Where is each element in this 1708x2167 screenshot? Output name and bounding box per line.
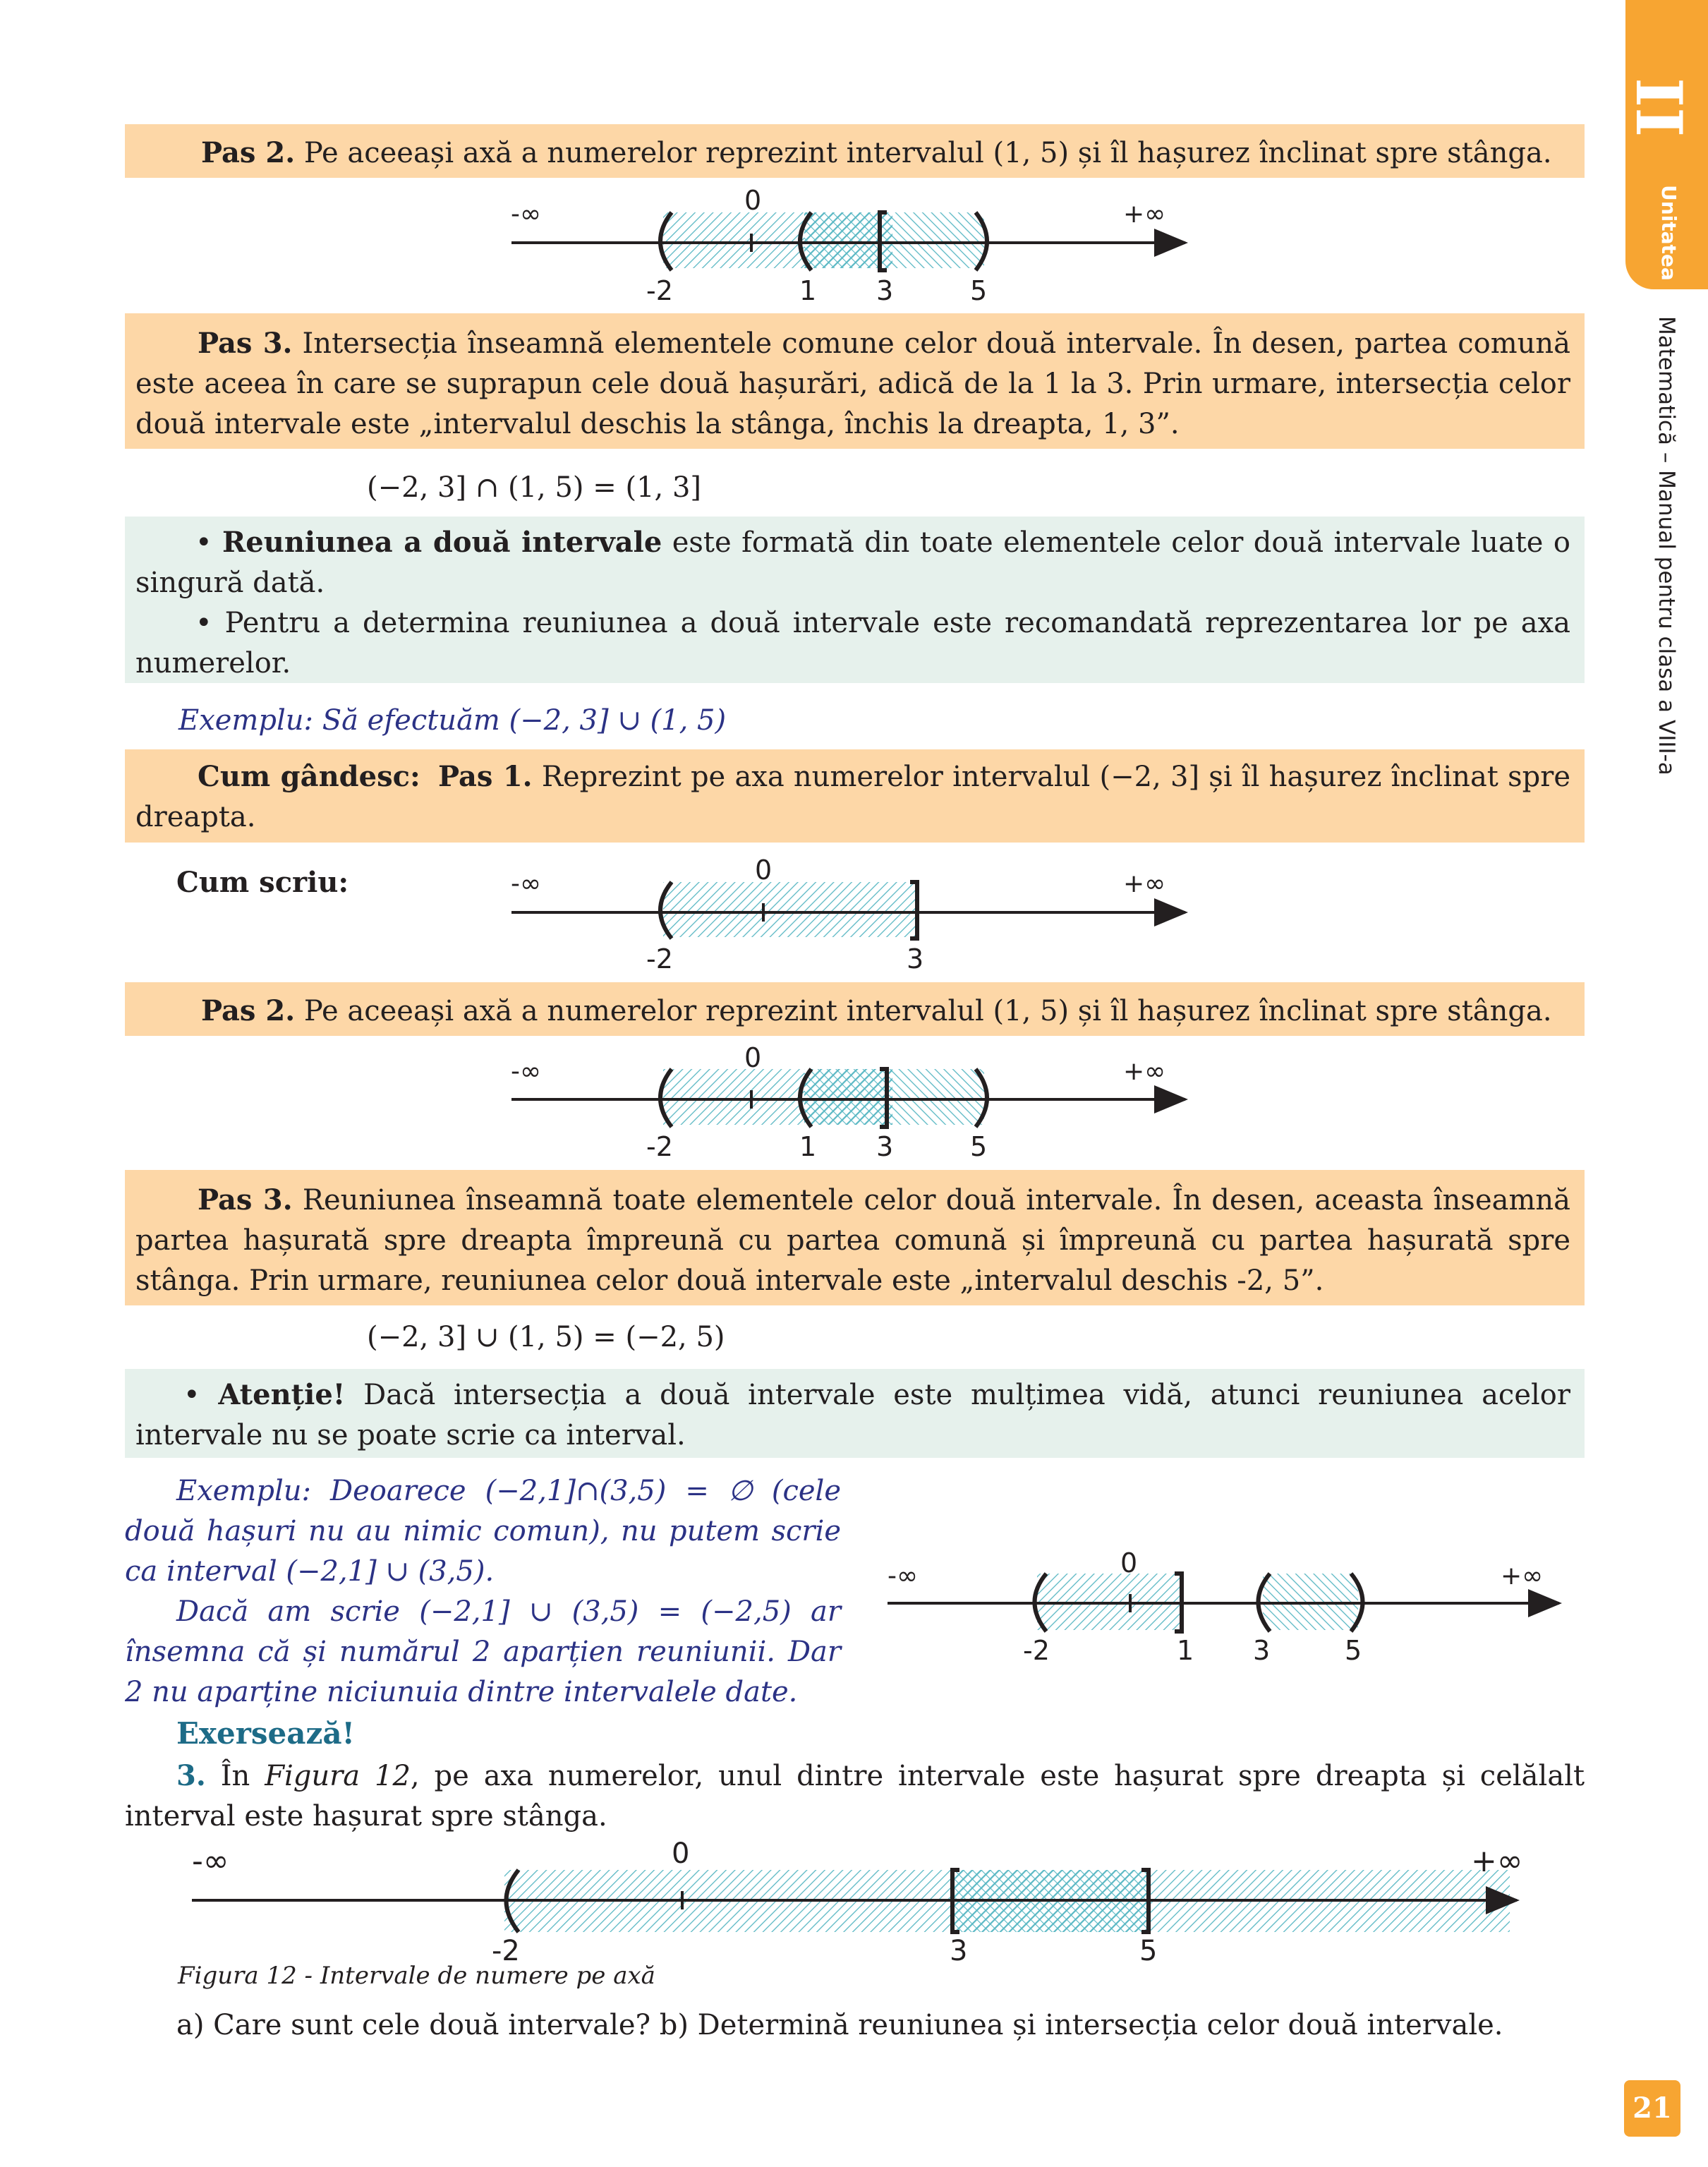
tick-1: 1 — [799, 275, 817, 306]
tick-1: 1 — [1177, 1635, 1194, 1665]
tick-m2: -2 — [646, 275, 673, 306]
pos-inf: +∞ — [1123, 869, 1166, 898]
neg-inf: -∞ — [511, 200, 541, 229]
union-bullet-2-text: Pentru a determina reuniunea a două intervale este recomandată reprezentarea lor pe axa numerelor. — [135, 607, 1571, 680]
unit-label: Unitatea — [1657, 185, 1680, 281]
union-pas3-text — [135, 1180, 1570, 1301]
pas2-label: Pas 2. — [201, 136, 296, 169]
attention-body: Dacă intersecția a două intervale este mulțimea vidă, atunci reuniunea acelor intervale nu se poate scrie ca interval. — [135, 1379, 1570, 1451]
cum-scriu-label: Cum scriu: — [176, 866, 349, 899]
tick-m2: -2 — [646, 943, 673, 974]
book-title: Matematică – Manual pentru clasa a VIII-a — [1654, 316, 1679, 775]
pas2-box — [125, 124, 1585, 178]
exercise-text — [125, 1756, 1585, 1837]
tick-m2: -2 — [1023, 1635, 1050, 1665]
pos-inf: +∞ — [1471, 1843, 1523, 1879]
intersection-result: (−2, 3] ∩ (1, 5) = (1, 3] — [367, 471, 702, 504]
number-line-union — [494, 1037, 1199, 1168]
tick-3: 3 — [876, 1131, 894, 1162]
union-pas1-label: Pas 1. — [437, 760, 533, 793]
hatch-interval-1 — [663, 882, 917, 937]
union-pas1-body: Reprezint pe axa numerelor intervalul (−2, 3] și îl hașurez înclinat spre dreapta. — [135, 761, 1571, 833]
tick-m2: -2 — [646, 1131, 673, 1162]
attention-box — [125, 1369, 1585, 1458]
number-line-disjoint — [882, 1531, 1573, 1665]
pas3-body: Intersecția înseamnă elementele comune celor două intervale. În desen, partea comună este aceea în care se suprapun cele două hașurări, adică de la 1 la 3. Prin urmare, intersecția celor două intervale este „intervalul deschis la stânga, închis la dreapta, 1, 3”. — [135, 327, 1570, 440]
pas2-text — [139, 133, 1570, 174]
pas2-body: Pe aceeași axă a numerelor reprezint intervalul (1, 5) și îl hașurez înclinat spre stânga. — [303, 137, 1552, 169]
neg-inf: -∞ — [888, 1562, 918, 1590]
attention-text: • Atenție! Dacă intersecția a două intervale este mulțimea vidă, atunci reuniunea acelor intervale nu se poate scrie ca interval. — [135, 1378, 1570, 1451]
pas3-box — [125, 313, 1585, 449]
union-pas3-box — [125, 1170, 1585, 1305]
tick-5: 5 — [1345, 1635, 1362, 1665]
exercise-heading: Exersează! — [176, 1716, 355, 1751]
neg-inf: -∞ — [192, 1843, 229, 1879]
tick-m2: -2 — [492, 1935, 520, 1967]
number-line-intersection — [494, 180, 1199, 310]
page-number: 21 — [1624, 2080, 1680, 2137]
attention-bold: Atenție! — [218, 1378, 346, 1411]
union-pas3-body: Reuniunea înseamnă toate elementele celor două intervale. În desen, aceasta înseamnă partea hașurată spre dreapta împreună cu partea comună și împreună cu partea hașurată spre stânga. Prin urmare, reuniunea celor două intervale este „intervalul deschis -2, 5”. — [135, 1184, 1571, 1297]
union-pas2-text — [139, 991, 1570, 1032]
pas3-label: Pas 3. — [198, 327, 293, 360]
union-bullet-1-bold: Reuniunea a două intervale — [222, 526, 662, 559]
union-pas2-body: Pe aceeași axă a numerelor reprezint intervalul (1, 5) și îl hașurez înclinat spre stânga. — [303, 995, 1552, 1027]
pos-inf: +∞ — [1123, 1057, 1166, 1086]
union-pas3-label: Pas 3. — [198, 1183, 293, 1217]
exercise-questions: a) Care sunt cele două intervale? b) Determină reuniunea și intersecția celor două intervale. — [176, 2009, 1503, 2041]
empty-example-para2: Dacă am scrie (−2,1] ∪ (3,5) = (−2,5) ar însemna că și numărul 2 aparțien reuniunii. Dar 2 nu aparține niciunuia dintre intervalele date. — [125, 1595, 841, 1708]
union-pas1-box — [125, 749, 1585, 843]
exercise-text-pre: În — [220, 1760, 250, 1792]
figure-caption: Figura 12 - Intervale de numere pe axă — [178, 1962, 655, 1990]
tick-0: 0 — [744, 185, 762, 216]
union-pas2-label: Pas 2. — [201, 994, 296, 1027]
pos-inf: +∞ — [1123, 200, 1166, 229]
tick-1: 1 — [799, 1131, 817, 1162]
tick-3: 3 — [950, 1935, 968, 1967]
empty-example-para1: Exemplu: Deoarece (−2,1]∩(3,5) = ∅ (cele două hașuri nu au nimic comun), nu putem scrie ca interval (−2,1] ∪ (3,5). — [125, 1475, 841, 1588]
union-bullet-1: • Reuniunea a două intervale este formată din toate elementele celor două intervale luate o singură dată. — [135, 526, 1570, 599]
union-definition-box — [125, 517, 1585, 683]
union-bullet-2: • Pentru a determina reuniunea a două intervale este recomandată reprezentarea lor pe axa numerelor. — [135, 607, 1571, 680]
tick-0: 0 — [755, 855, 773, 886]
tick-3: 3 — [1253, 1635, 1271, 1665]
empty-example — [125, 1471, 841, 1713]
figure-12-number-line — [176, 1835, 1552, 1976]
union-pas2-box — [125, 982, 1585, 1036]
union-result: (−2, 3] ∪ (1, 5) = (−2, 5) — [367, 1321, 725, 1353]
union-bullet-1-rest: este formată din toate elementele celor două intervale luate o singură dată. — [135, 526, 1570, 599]
tick-3: 3 — [907, 943, 924, 974]
neg-inf: -∞ — [511, 1057, 541, 1086]
neg-inf: -∞ — [511, 869, 541, 898]
exercise-number: 3. — [176, 1759, 206, 1792]
tick-0: 0 — [1120, 1547, 1138, 1579]
figure-ref: Figura 12 — [265, 1760, 411, 1792]
pos-inf: +∞ — [1501, 1562, 1544, 1590]
union-example-title: Exemplu: Să efectuăm (−2, 3] ∪ (1, 5) — [178, 704, 727, 737]
tick-5: 5 — [970, 275, 988, 306]
number-line-interval-1 — [494, 850, 1199, 977]
unit-tab — [1621, 0, 1708, 289]
tick-0: 0 — [744, 1042, 762, 1073]
cum-gandesc-label: Cum gândesc: — [198, 760, 420, 793]
union-pas1-text — [135, 756, 1570, 838]
tick-5: 5 — [1139, 1935, 1158, 1967]
pas3-text — [135, 323, 1570, 445]
tick-5: 5 — [970, 1131, 988, 1162]
exercise-text-post: , pe axa numerelor, unul dintre intervale este hașurat spre dreapta și celălalt interval este hașurat spre stânga. — [125, 1760, 1585, 1833]
tick-0: 0 — [672, 1837, 690, 1870]
unit-roman: II — [1621, 78, 1696, 138]
tick-3: 3 — [876, 275, 894, 306]
